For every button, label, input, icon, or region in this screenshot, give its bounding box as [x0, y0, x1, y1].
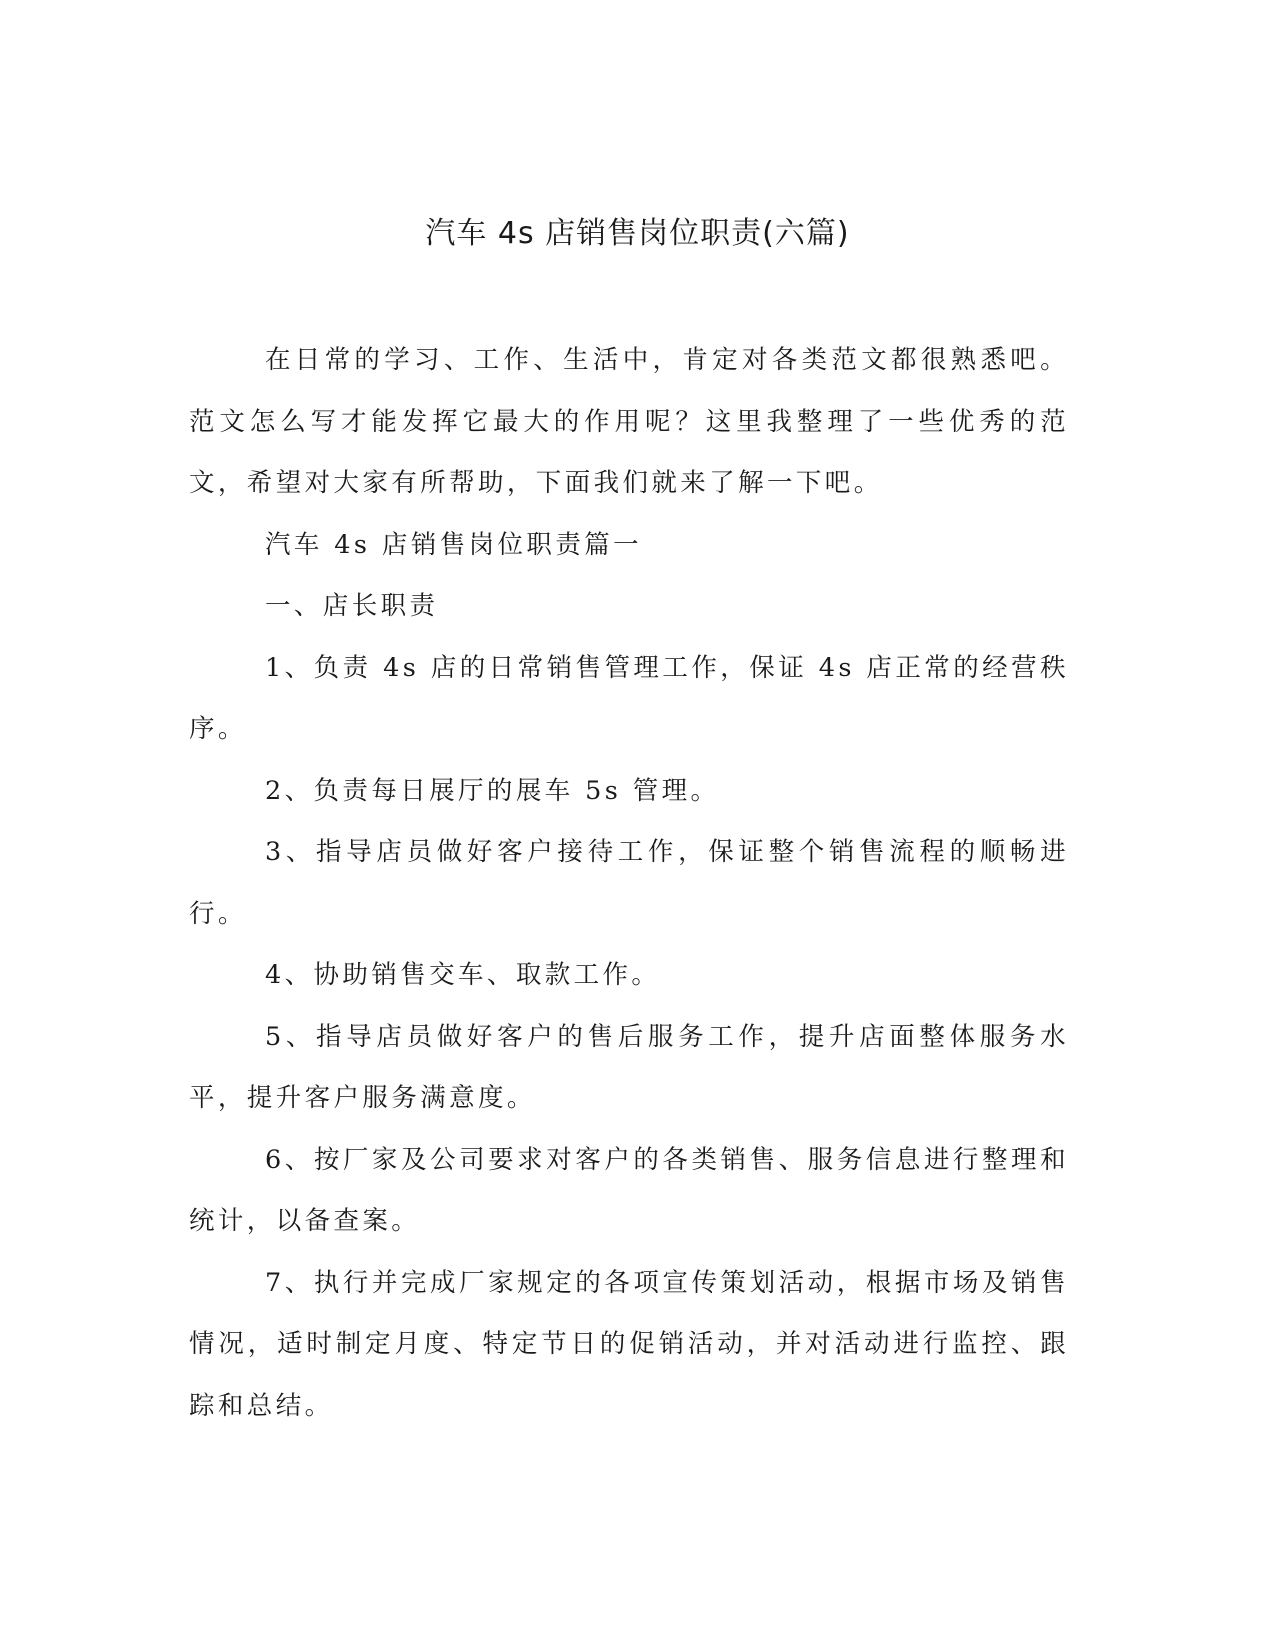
- document-title: 汽车 4s 店销售岗位职责(六篇): [425, 216, 850, 251]
- list-item: 3、指导店员做好客户接待工作，保证整个销售流程的顺畅进行。: [189, 837, 1069, 929]
- section-heading: 汽车 4s 店销售岗位职责篇一: [265, 529, 643, 560]
- list-item: 1、负责 4s 店的日常销售管理工作，保证 4s 店正常的经营秩序。: [189, 652, 1069, 744]
- document-body: [189, 330, 1069, 1437]
- list-item: 6、按厂家及公司要求对客户的各类销售、服务信息进行整理和统计，以备查案。: [189, 1144, 1069, 1236]
- list-item: 2、负责每日展厅的展车 5s 管理。: [265, 775, 720, 806]
- intro-paragraph: 在日常的学习、工作、生活中，肯定对各类范文都很熟悉吧。范文怎么写才能发挥它最大的作用呢？这里我整理了一些优秀的范文，希望对大家有所帮助，下面我们就来了解一下吧。: [189, 345, 1069, 498]
- list-item: 7、执行并完成厂家规定的各项宣传策划活动，根据市场及销售情况，适时制定月度、特定节日的促销活动，并对活动进行监控、跟踪和总结。: [189, 1267, 1069, 1421]
- subsection-heading: 一、店长职责: [265, 591, 439, 621]
- list-item: 5、指导店员做好客户的售后服务工作，提升店面整体服务水平，提升客户服务满意度。: [189, 1021, 1069, 1113]
- list-item: 4、协助销售交车、取款工作。: [265, 960, 661, 990]
